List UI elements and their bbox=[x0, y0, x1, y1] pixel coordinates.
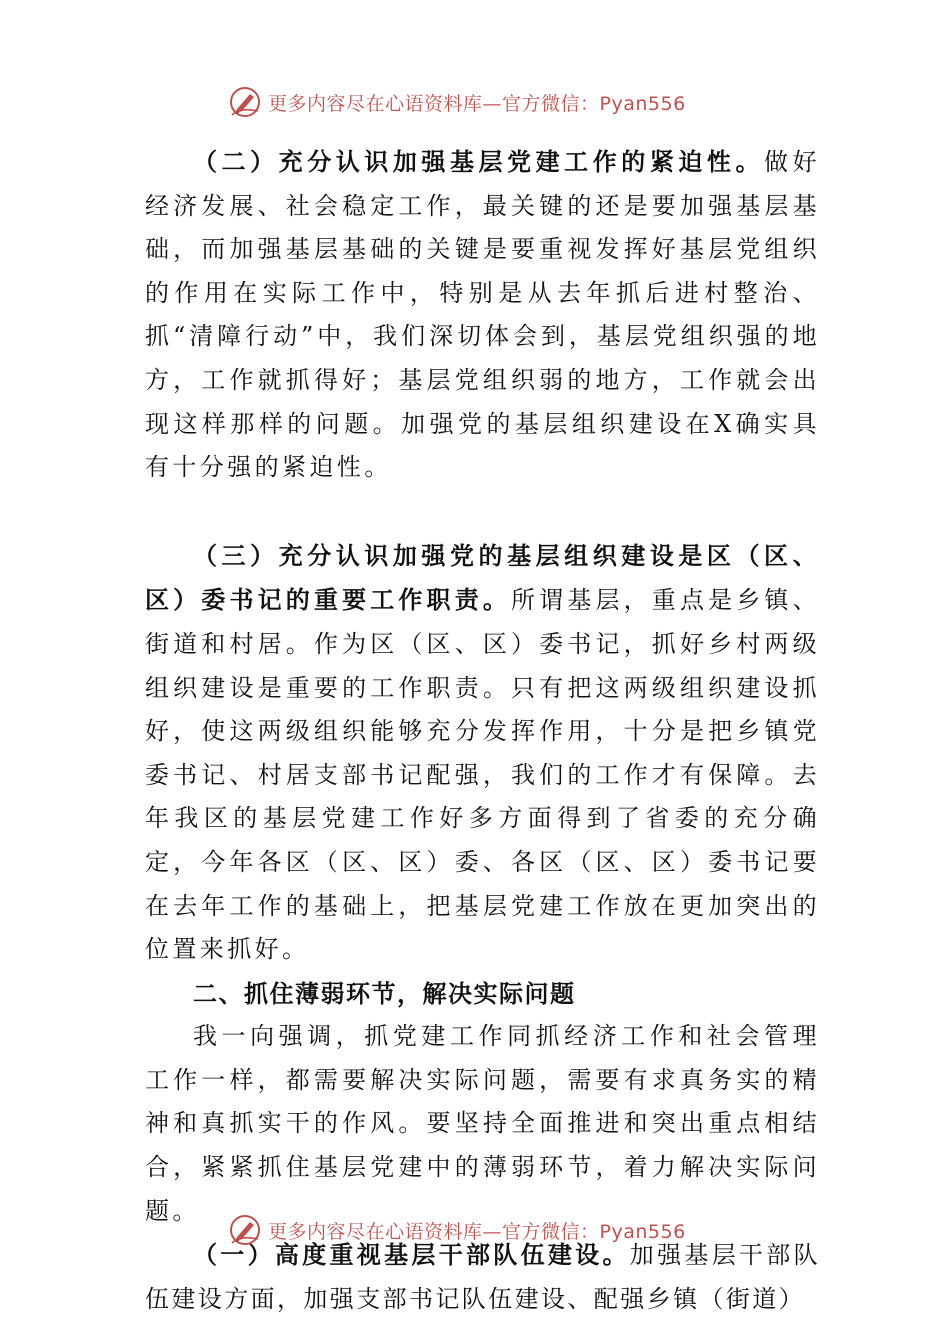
banner-wechat-id: Pyan556 bbox=[599, 1220, 686, 1243]
banner-text: 更多内容尽在心语资料库—官方微信：Pyan556 bbox=[268, 1220, 686, 1243]
paragraph-text: 加强基层干部队伍建设方面，加强支部书记队伍建设、配强乡镇（街道） bbox=[145, 1241, 820, 1313]
header-banner bbox=[228, 84, 686, 120]
paragraph-lead: （三）充分认识加强党的基层组织建设是区（区、区）委书记的重要工作职责。 bbox=[145, 540, 820, 615]
paragraph-text: 做好经济发展、社会稳定工作，最关键的还是要加强基层基础，而加强基层基础的关键是要重视发挥好基层党组织的作用在实际工作中，特别是从去年抓后进村整治、抓“清障行动”中，我们深切体会到，基层党组织强的地方，工作就抓得好；基层党组织弱的地方，工作就会出现这样那样的问题。加强党的基层组织建设在X确实具有十分强的紧迫性。 bbox=[145, 148, 820, 482]
pen-logo-icon bbox=[228, 1213, 262, 1247]
section-heading: 二、抓住薄弱环节，解决实际问题 bbox=[193, 978, 576, 1008]
banner-text: 更多内容尽在心语资料库—官方微信：Pyan556 bbox=[268, 92, 686, 115]
paragraph-2 bbox=[145, 140, 820, 490]
document-body bbox=[145, 140, 820, 1321]
paragraph-spacer bbox=[145, 490, 820, 534]
paragraph-lead: （一）高度重视基层干部队伍建设。 bbox=[193, 1240, 630, 1270]
footer-banner bbox=[228, 1212, 686, 1248]
paragraph-text: 所谓基层，重点是乡镇、街道和村居。作为区（区、区）委书记，抓好乡村两级组织建设是重要的工作职责。只有把这两级组织建设抓好，使这两级组织能够充分发挥作用，十分是把乡镇党委书记、村居支部书记配强，我们的工作才有保障。去年我区的基层党建工作好多方面得到了省委的充分确定，今年各区（区、区）委、各区（区、区）委书记要在去年工作的基础上，把基层党建工作放在更加突出的位置来抓好。 bbox=[145, 586, 820, 964]
paragraph-3 bbox=[145, 534, 820, 972]
banner-wechat-id: Pyan556 bbox=[599, 92, 686, 115]
paragraph-lead: （二）充分认识加强基层党建工作的紧迫性。 bbox=[193, 147, 765, 176]
pen-logo-icon bbox=[228, 85, 262, 119]
section-paragraph-1 bbox=[145, 1015, 820, 1233]
paragraph-text: 我一向强调，抓党建工作同抓经济工作和社会管理工作一样，都需要解决实际问题，需要有求真务实的精神和真抓实干的作风。要坚持全面推进和突出重点相结合，紧紧抓住基层党建中的薄弱环节，着力解决实际问题。 bbox=[145, 1022, 820, 1225]
